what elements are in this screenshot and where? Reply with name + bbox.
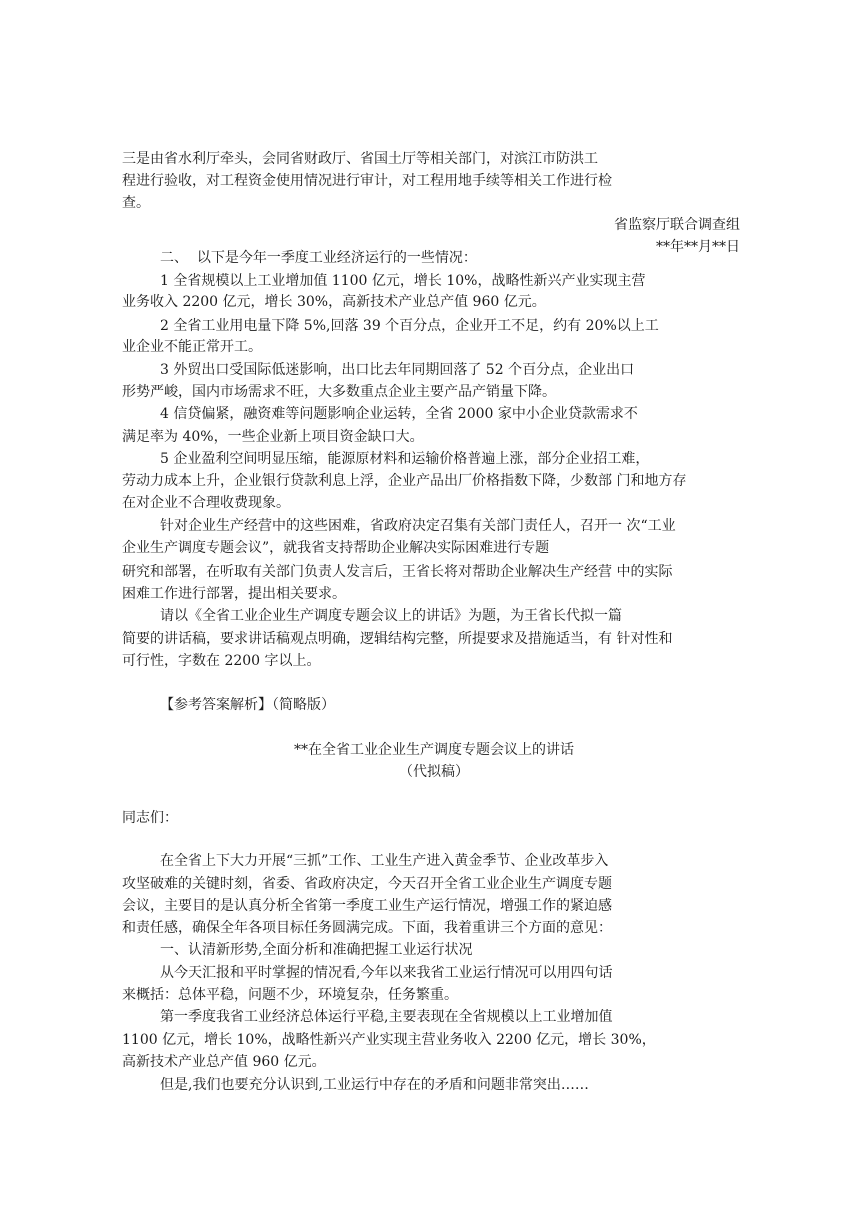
speech-line: 但是,我们也要充分认识到,工业运行中存在的矛盾和问题非常突出…… — [160, 1077, 589, 1093]
speech-line: 1100 亿元，增长 10%，战略性新兴产业实现主营业务收入 2200 亿元，增长 30%， — [122, 1032, 656, 1048]
speech-line: 第一季度我省工业经济总体运行平稳,主要表现在全省规模以上工业增加值 — [160, 1009, 613, 1025]
signature-date: **年**月**日 — [656, 239, 740, 255]
question-line: 4 信贷偏紧，融资难等问题影响企业运转，全省 2000 家中小企业贷款需求不 — [160, 406, 638, 422]
question-line: 满足率为 40%，一些企业新上项目资金缺口大。 — [122, 429, 424, 445]
question-line: 1 全省规模以上工业增加值 1100 亿元，增长 10%，战略性新兴产业实现主营 — [160, 273, 646, 289]
speech-line: 从今天汇报和平时掌握的情况看,今年以来我省工业运行情况可以用四句话 — [160, 965, 613, 981]
question-line: 请以《全省工业企业生产调度专题会议上的讲话》为题，为王省长代拟一篇 — [160, 608, 622, 624]
speech-title: **在全省工业企业生产调度专题会议上的讲话 — [294, 742, 574, 758]
section-heading: 一、认清新形势,全面分析和准确把握工业运行状况 — [160, 942, 473, 958]
speech-line: 在全省上下大力开展“三抓”工作、工业生产进入黄金季节、企业改革步入 — [160, 853, 609, 869]
question-line: 业企业不能正常开工。 — [122, 339, 262, 355]
speech-line: 高新技术产业总产值 960 亿元。 — [122, 1054, 326, 1070]
salutation: 同志们： — [122, 810, 178, 826]
speech-subtitle: （代拟稿） — [399, 764, 469, 780]
answer-label: 【参考答案解析】（简略版） — [160, 697, 335, 713]
question-line: 简要的讲话稿，要求讲话稿观点明确，逻辑结构完整，所提要求及措施适当，有 针对性和 — [122, 631, 673, 647]
question-line: 2 全省工业用电量下降 5%,回落 39 个百分点，企业开工不足，约有 20%以上工 — [160, 318, 659, 334]
question-line: 可行性，字数在 2200 字以上。 — [122, 653, 321, 669]
question-line: 劳动力成本上升，企业银行贷款利息上浮，企业产品出厂价格指数下降，少数部 门和地方存 — [122, 473, 687, 489]
question-line: 研究和部署，在听取有关部门负责人发言后，王省长将对帮助企业解决生产经营 中的实际 — [122, 564, 673, 580]
top-line-3: 查。 — [122, 195, 150, 211]
question-line: 企业生产调度专题会议”，就我省支持帮助企业解决实际困难进行专题 — [122, 540, 550, 556]
question-heading: 二、 以下是今年一季度工业经济运行的一些情况： — [160, 250, 477, 266]
question-line: 5 企业盈利空间明显压缩，能源原材料和运输价格普遍上涨，部分企业招工难， — [160, 451, 650, 467]
speech-line: 来概括：总体平稳，问题不少，环境复杂，任务繁重。 — [122, 987, 458, 1003]
question-line: 业务收入 2200 亿元，增长 30%，高新技术产业总产值 960 亿元。 — [122, 294, 546, 310]
top-line-2: 程进行验收，对工程资金使用情况进行审计，对工程用地手续等相关工作进行检 — [122, 173, 612, 189]
speech-line: 和责任感，确保全年各项目标任务圆满完成。下面，我着重讲三个方面的意见： — [122, 920, 612, 936]
question-line: 形势严峻，国内市场需求不旺，大多数重点企业主要产品产销量下降。 — [122, 384, 556, 400]
speech-line: 会议，主要目的是认真分析全省第一季度工业生产运行情况，增强工作的紧迫感 — [122, 898, 612, 914]
question-line: 3 外贸出口受国际低迷影响，出口比去年同期回落了 52 个百分点，企业出口 — [160, 362, 635, 378]
question-line: 针对企业生产经营中的这些困难，省政府决定召集有关部门责任人，召开一 次“工业 — [160, 518, 676, 534]
speech-line: 攻坚破难的关键时刻，省委、省政府决定，今天召开全省工业企业生产调度专题 — [122, 876, 612, 892]
signature-org: 省监察厅联合调查组 — [614, 217, 740, 233]
question-line: 困难工作进行部署，提出相关要求。 — [122, 586, 346, 602]
top-line-1: 三是由省水利厅牵头，会同省财政厅、省国土厅等相关部门，对滨江市防洪工 — [122, 151, 598, 167]
question-line: 在对企业不合理收费现象。 — [122, 495, 290, 511]
